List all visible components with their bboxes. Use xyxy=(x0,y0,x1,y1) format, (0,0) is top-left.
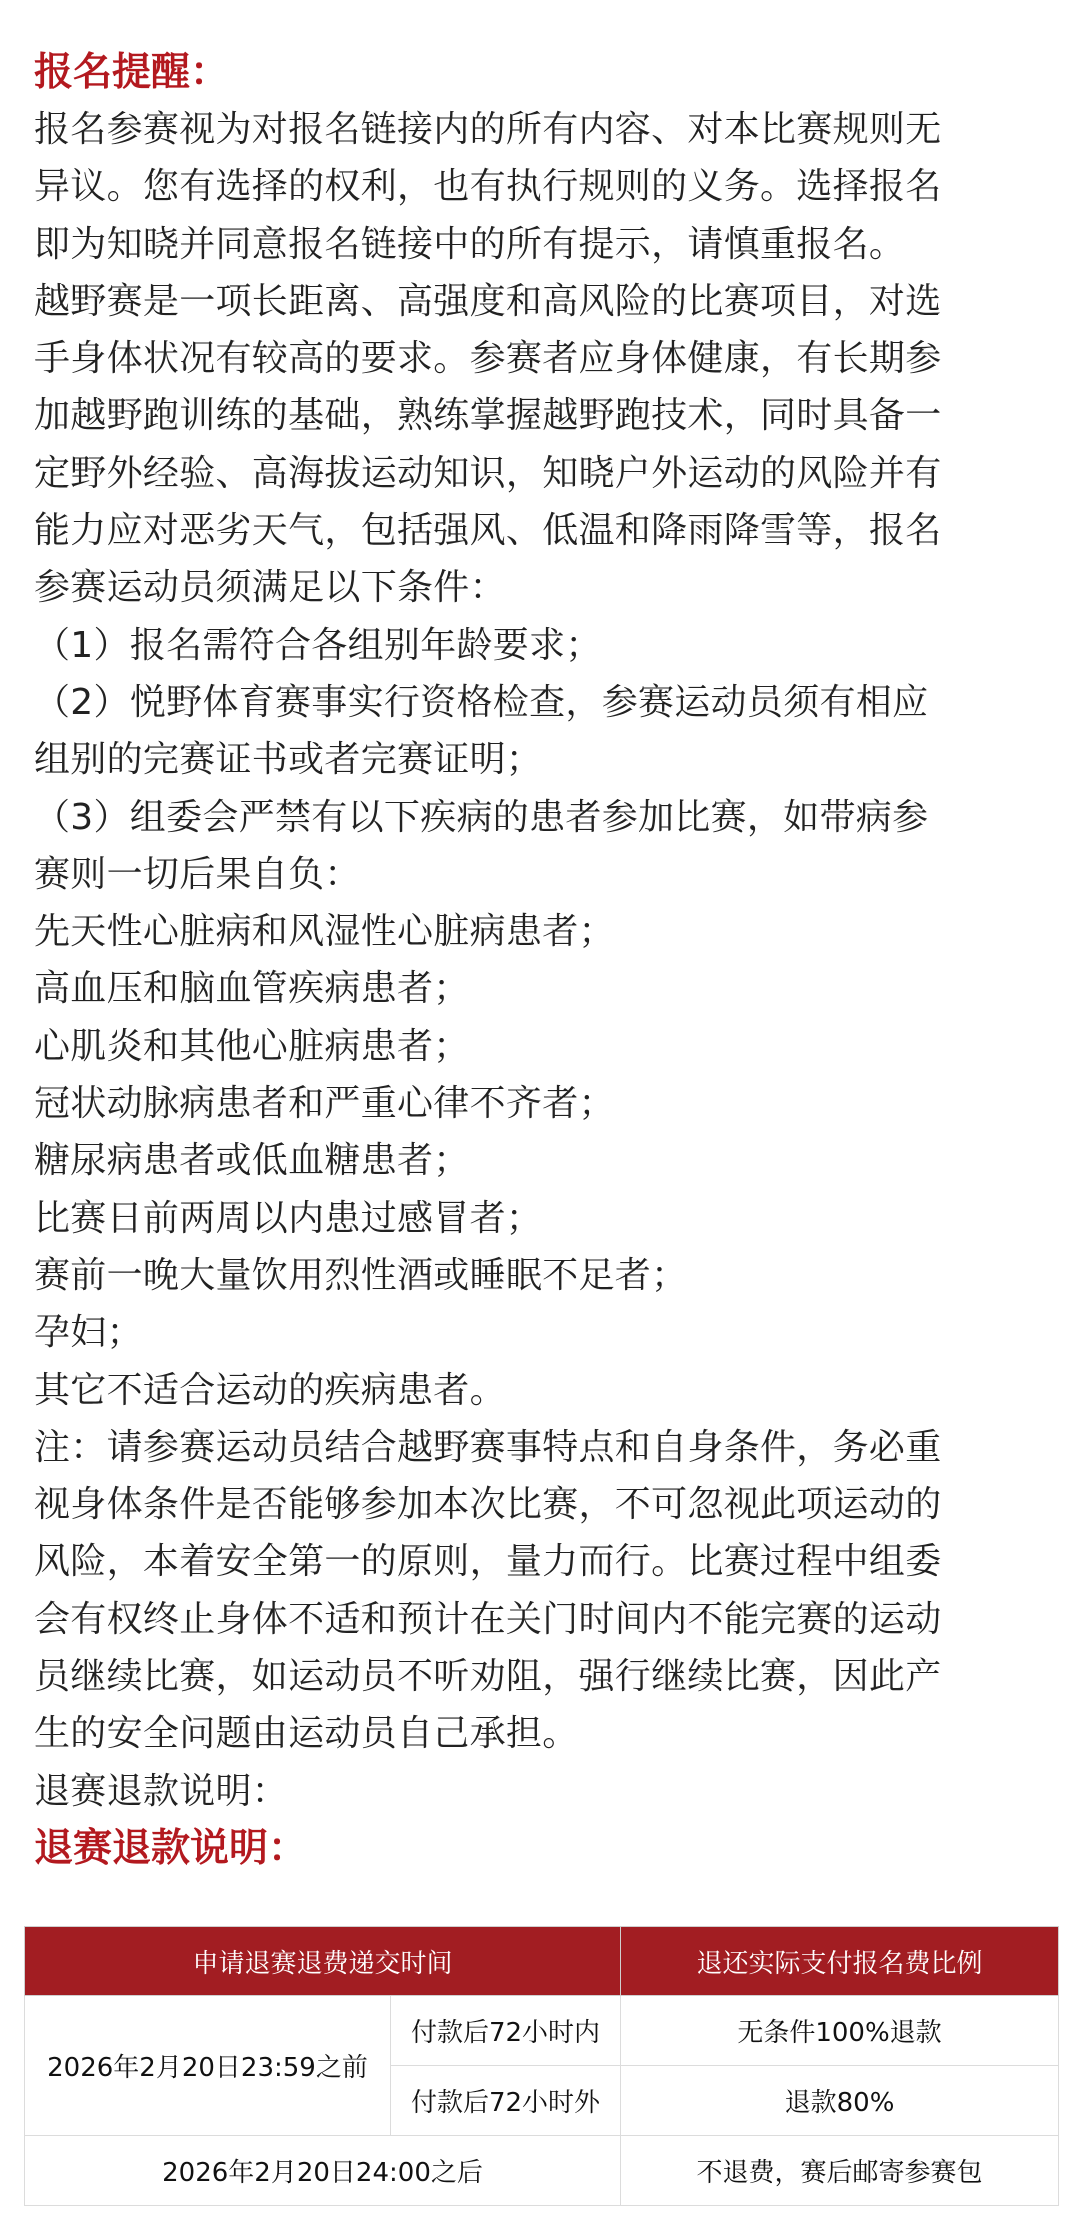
notice-body xyxy=(34,101,1046,1820)
disease-item: 比赛日前两周以内患过感冒者； xyxy=(34,1197,543,1239)
condition-qualification: （2）悦野体育赛事实行资格检查，参赛运动员须有相应 组别的完赛证书或者完赛证明； xyxy=(34,681,929,781)
table-header-row xyxy=(25,1927,1059,1996)
table-row xyxy=(25,1996,1059,2066)
cell-ratio-no-refund: 不退费，赛后邮寄参赛包 xyxy=(621,2136,1059,2206)
cell-ratio-80-percent: 退款80% xyxy=(621,2066,1059,2136)
paragraph-safety-note: 注：请参赛运动员结合越野赛事特点和自身条件，务必重 视身体条件是否能够参加本次比赛，不可忽视此项运动的 风险，本着安全第一的原则，量力而行。比赛过程中组委 会有权终止身体不适和预计在关门时间内不能完赛的运动 员继续比赛，如运动员不听劝阻，强行继续比赛，因此产 生的安全问题由运动员自己承担。 xyxy=(34,1426,942,1755)
disease-item: 其它不适合运动的疾病患者。 xyxy=(34,1369,506,1411)
disease-item: 先天性心脏病和风湿性心脏病患者； xyxy=(34,911,615,953)
cell-deadline-before: 2026年2月20日23:59之前 xyxy=(25,1996,391,2136)
refund-subtitle-plain: 退赛退款说明： xyxy=(34,1770,289,1812)
refund-heading: 退赛退款说明： xyxy=(34,1825,308,1871)
refund-table-container xyxy=(24,1926,1058,2206)
disease-item: 赛前一晚大量饮用烈性酒或睡眠不足者； xyxy=(34,1254,688,1296)
cell-window-after-72h: 付款后72小时外 xyxy=(391,2066,621,2136)
condition-age: （1）报名需符合各组别年龄要求； xyxy=(34,624,602,666)
cell-window-within-72h: 付款后72小时内 xyxy=(391,1996,621,2066)
header-submission-time: 申请退赛退费递交时间 xyxy=(25,1927,621,1996)
disease-item: 心肌炎和其他心脏病患者； xyxy=(34,1025,470,1067)
notice-heading: 报名提醒： xyxy=(34,50,230,95)
paragraph-acceptance: 报名参赛视为对报名链接内的所有内容、对本比赛规则无 异议。您有选择的权利，也有执行规则的义务。选择报名 即为知晓并同意报名链接中的所有提示，请慎重报名。 xyxy=(34,109,942,265)
cell-deadline-after: 2026年2月20日24:00之后 xyxy=(25,2136,621,2206)
header-refund-ratio: 退还实际支付报名费比例 xyxy=(621,1927,1059,1996)
disease-item: 高血压和脑血管疾病患者； xyxy=(34,968,470,1010)
condition-disease-ban: （3）组委会严禁有以下疾病的患者参加比赛，如带病参 赛则一切后果自负： xyxy=(34,796,929,895)
refund-table xyxy=(24,1926,1059,2206)
disease-item: 冠状动脉病患者和严重心律不齐者； xyxy=(34,1083,615,1125)
disease-item: 孕妇； xyxy=(34,1312,143,1354)
cell-ratio-full-refund: 无条件100%退款 xyxy=(621,1996,1059,2066)
table-row xyxy=(25,2136,1059,2206)
disease-item: 糖尿病患者或低血糖患者； xyxy=(34,1140,470,1182)
paragraph-trail-race-risk: 越野赛是一项长距离、高强度和高风险的比赛项目，对选 手身体状况有较高的要求。参赛者应身体健康，有长期参 加越野跑训练的基础，熟练掌握越野跑技术，同时具备一 定野外经验、高海拔运动知识，知晓户外运动的风险并有 能力应对恶劣天气，包括强风、低温和降雨降雪等，报名 参赛运动员须满足以下条件： xyxy=(34,280,942,609)
